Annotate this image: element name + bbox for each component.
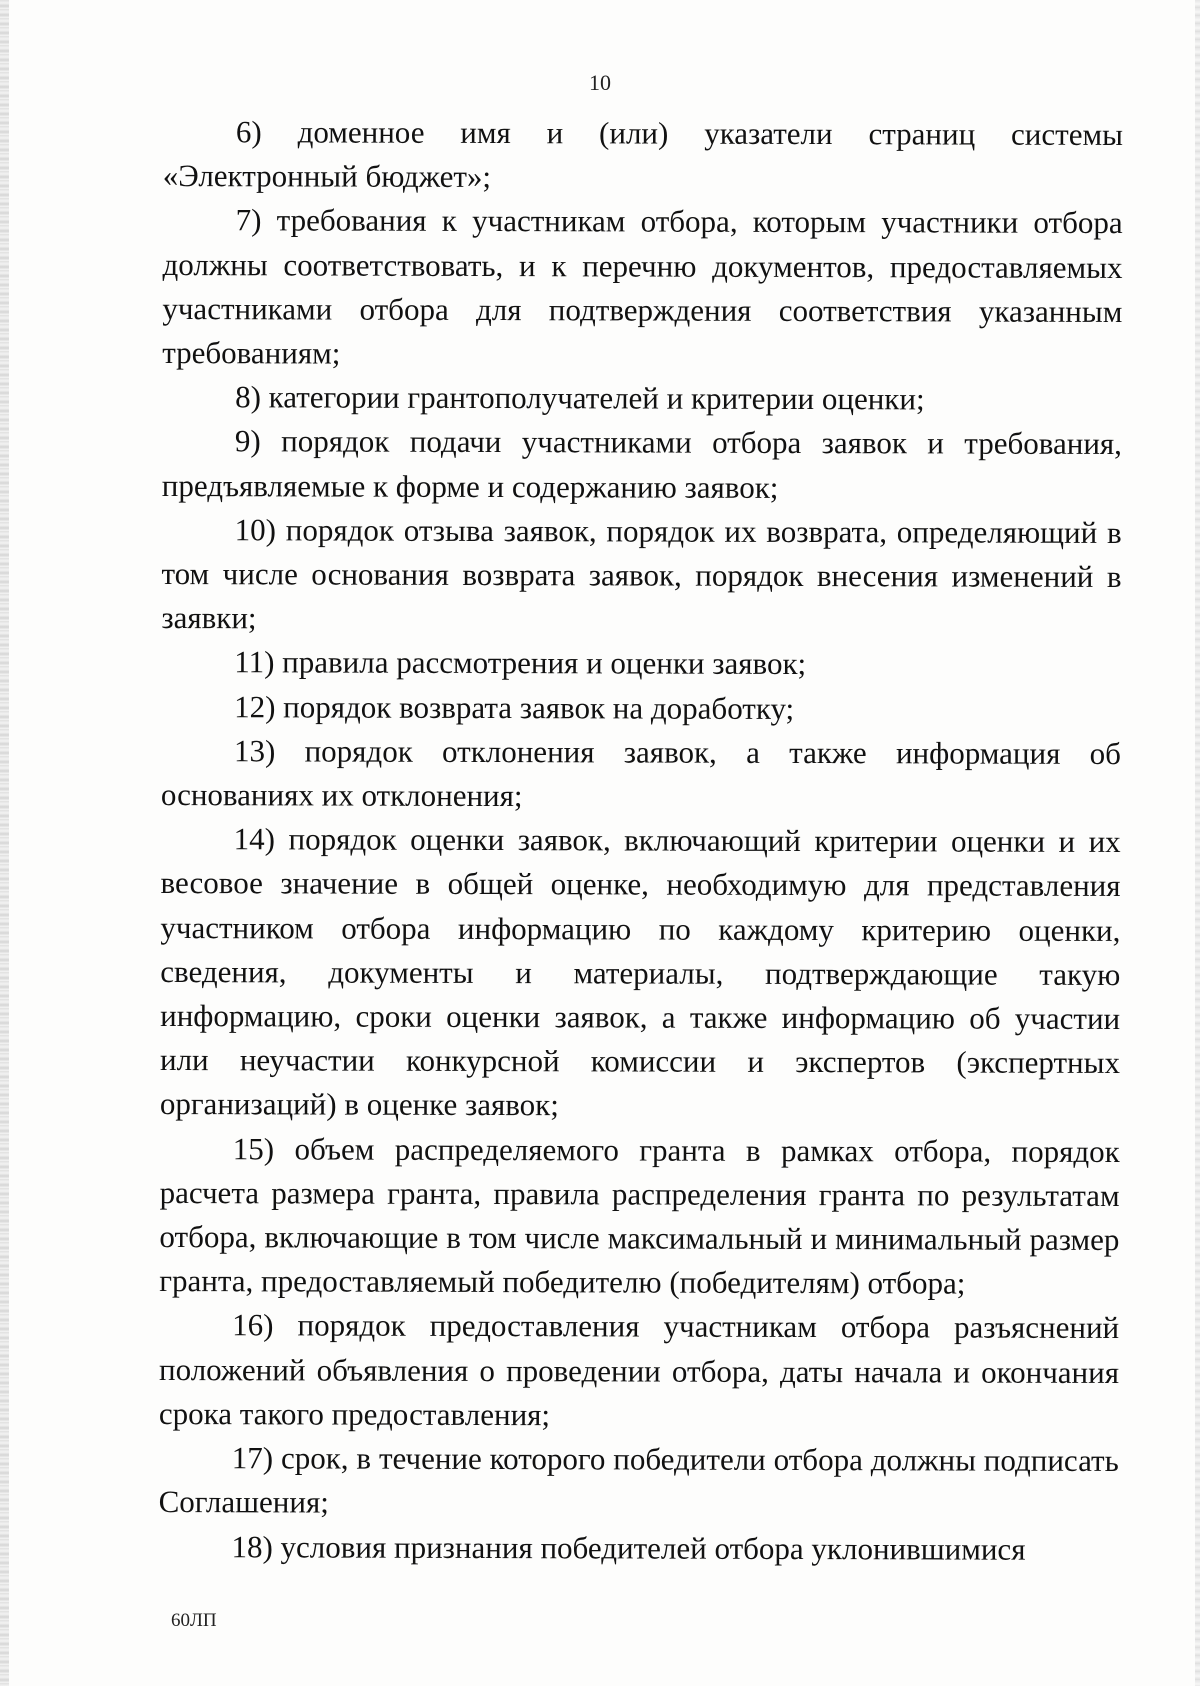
scan-edge-left — [0, 0, 9, 1686]
document-body — [158, 110, 1123, 1572]
list-item-14: 14) порядок оценки заявок, включающий критерии оценки и их весовое значение в общей оценке, необходимую для представления участником отбора информацию по каждому критерию оценки, сведения, документы и материалы, подтверждающие такую информацию, сроки оценки заявок, а также информацию об участии или неучастии конкурсной комиссии и экспертов (экспертных организаций) в оценке заявок; — [159, 821, 1121, 1123]
list-item-11: 11) правила рассмотрения и оценки заявок; — [234, 644, 807, 682]
list-item-12: 12) порядок возврата заявок на доработку; — [234, 688, 795, 726]
list-item-6: 6) доменное имя и (или) указатели страниц системы «Электронный бюджет»; — [162, 114, 1123, 195]
list-item-16: 16) порядок предоставления участникам отбора разъяснений положений объявления о проведении отбора, даты начала и окончания срока такого предоставления; — [158, 1307, 1120, 1433]
list-item-10: 10) порядок отзыва заявок, порядок их возврата, определяющий в том числе основания возврата заявок, порядок внесения изменений в заявки; — [161, 512, 1122, 636]
list-item-18: 18) условия признания победителей отбора уклонившимися — [231, 1528, 1026, 1567]
list-item-9: 9) порядок подачи участниками отбора заявок и требования, предъявляемые к форме и содержанию заявок; — [161, 423, 1123, 505]
list-item-15: 15) объем распределяемого гранта в рамках отбора, порядок расчета размера гранта, правила распределения гранта по результатам отбора, включающие в том числе максимальный и минимальный размер гранта, предоставляемый победителю (победителям) отбора; — [159, 1130, 1120, 1301]
list-item-17: 17) срок, в течение которого победители отбора должны подписать Соглашения; — [158, 1440, 1119, 1520]
footer-code: 60ЛП — [171, 1610, 217, 1631]
list-item-7: 7) требования к участникам отбора, которым участники отбора должны соответствовать, и к перечню документов, предоставляемых участниками отбора для подтверждения соответствия указанным требованиям; — [162, 202, 1123, 371]
scan-edge-right — [1195, 0, 1200, 1686]
list-item-8: 8) категории грантополучателей и критерии оценки; — [235, 379, 925, 417]
page-number: 10 — [589, 70, 611, 95]
list-item-13: 13) порядок отклонения заявок, а также информация об основаниях их отклонения; — [160, 733, 1122, 814]
